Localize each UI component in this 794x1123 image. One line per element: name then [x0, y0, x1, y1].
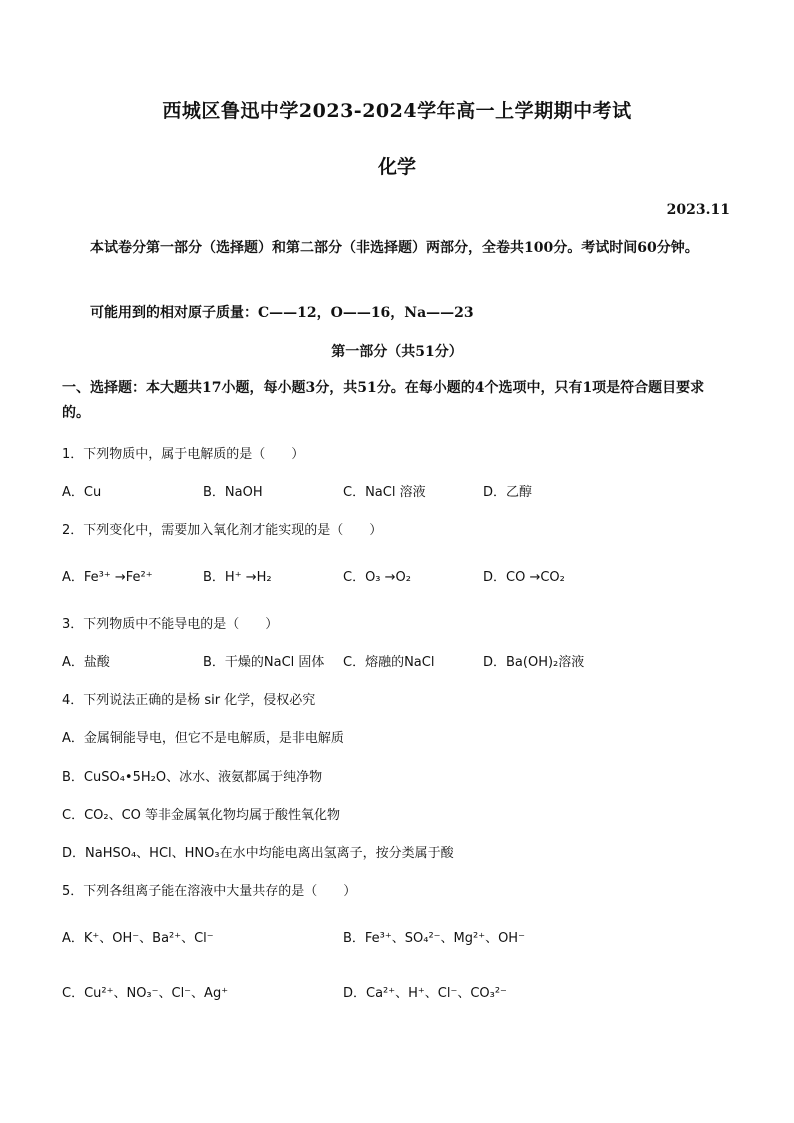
question-1-stem: 1．下列物质中，属于电解质的是（ ） — [62, 447, 305, 462]
question-1-option-b: B．NaOH — [203, 485, 263, 500]
question-2-option-c: C．O₃ →O₂ — [343, 570, 411, 585]
exam-intro: 本试卷分第一部分（选择题）和第二部分（非选择题）两部分，全卷共100分。考试时间60分钟。 — [90, 240, 699, 256]
question-5-option-b: B．Fe³⁺、SO₄²⁻、Mg²⁺、OH⁻ — [343, 931, 525, 946]
question-4-option-d: D．NaHSO₄、HCl、HNO₃在水中均能电离出氢离子，按分类属于酸 — [62, 846, 454, 861]
question-1-option-c: C．NaCl 溶液 — [343, 485, 426, 500]
part-one-title: 第一部分（共51分） — [331, 344, 463, 360]
question-1-option-d: D．乙醇 — [483, 485, 533, 500]
question-4-option-c: C．CO₂、CO 等非金属氧化物均属于酸性氧化物 — [62, 808, 341, 823]
question-5-option-d: D．Ca²⁺、H⁺、Cl⁻、CO₃²⁻ — [343, 986, 507, 1001]
exam-subject: 化学 — [377, 156, 416, 178]
question-2-option-d: D．CO →CO₂ — [483, 570, 565, 585]
question-3-option-b: B．干燥的NaCl 固体 — [203, 655, 325, 670]
question-1-option-a: A．Cu — [62, 485, 102, 500]
question-2-option-b: B．H⁺ →H₂ — [203, 570, 272, 585]
question-3-stem: 3．下列物质中不能导电的是（ ） — [62, 617, 279, 632]
section-instruction: 一、选择题：本大题共17小题，每小题3分，共51分。在每小题的4个选项中，只有1项是符合题目要求的。 — [62, 380, 705, 421]
exam-title: 西城区鲁迅中学2023-2024学年高一上学期期中考试 — [162, 100, 632, 122]
question-2-option-a: A．Fe³⁺ →Fe²⁺ — [62, 570, 153, 585]
question-4-stem: 4．下列说法正确的是杨 sir 化学，侵权必究 — [62, 693, 316, 708]
question-5-option-c: C．Cu²⁺、NO₃⁻、Cl⁻、Ag⁺ — [62, 986, 229, 1001]
question-4-option-b: B．CuSO₄•5H₂O、冰水、液氨都属于纯净物 — [62, 770, 323, 785]
atomic-masses: 可能用到的相对原子质量：C——12，O——16，Na——23 — [90, 305, 474, 321]
question-3-option-d: D．Ba(OH)₂溶液 — [483, 655, 585, 670]
question-5-stem: 5．下列各组离子能在溶液中大量共存的是（ ） — [62, 884, 357, 899]
question-2-stem: 2．下列变化中，需要加入氧化剂才能实现的是（ ） — [62, 523, 383, 538]
exam-date: 2023.11 — [666, 202, 730, 218]
question-5-option-a: A．K⁺、OH⁻、Ba²⁺、Cl⁻ — [62, 931, 214, 946]
question-4-option-a: A．金属铜能导电，但它不是电解质，是非电解质 — [62, 731, 344, 746]
question-3-option-a: A．盐酸 — [62, 655, 110, 670]
question-3-option-c: C．熔融的NaCl — [343, 655, 435, 670]
